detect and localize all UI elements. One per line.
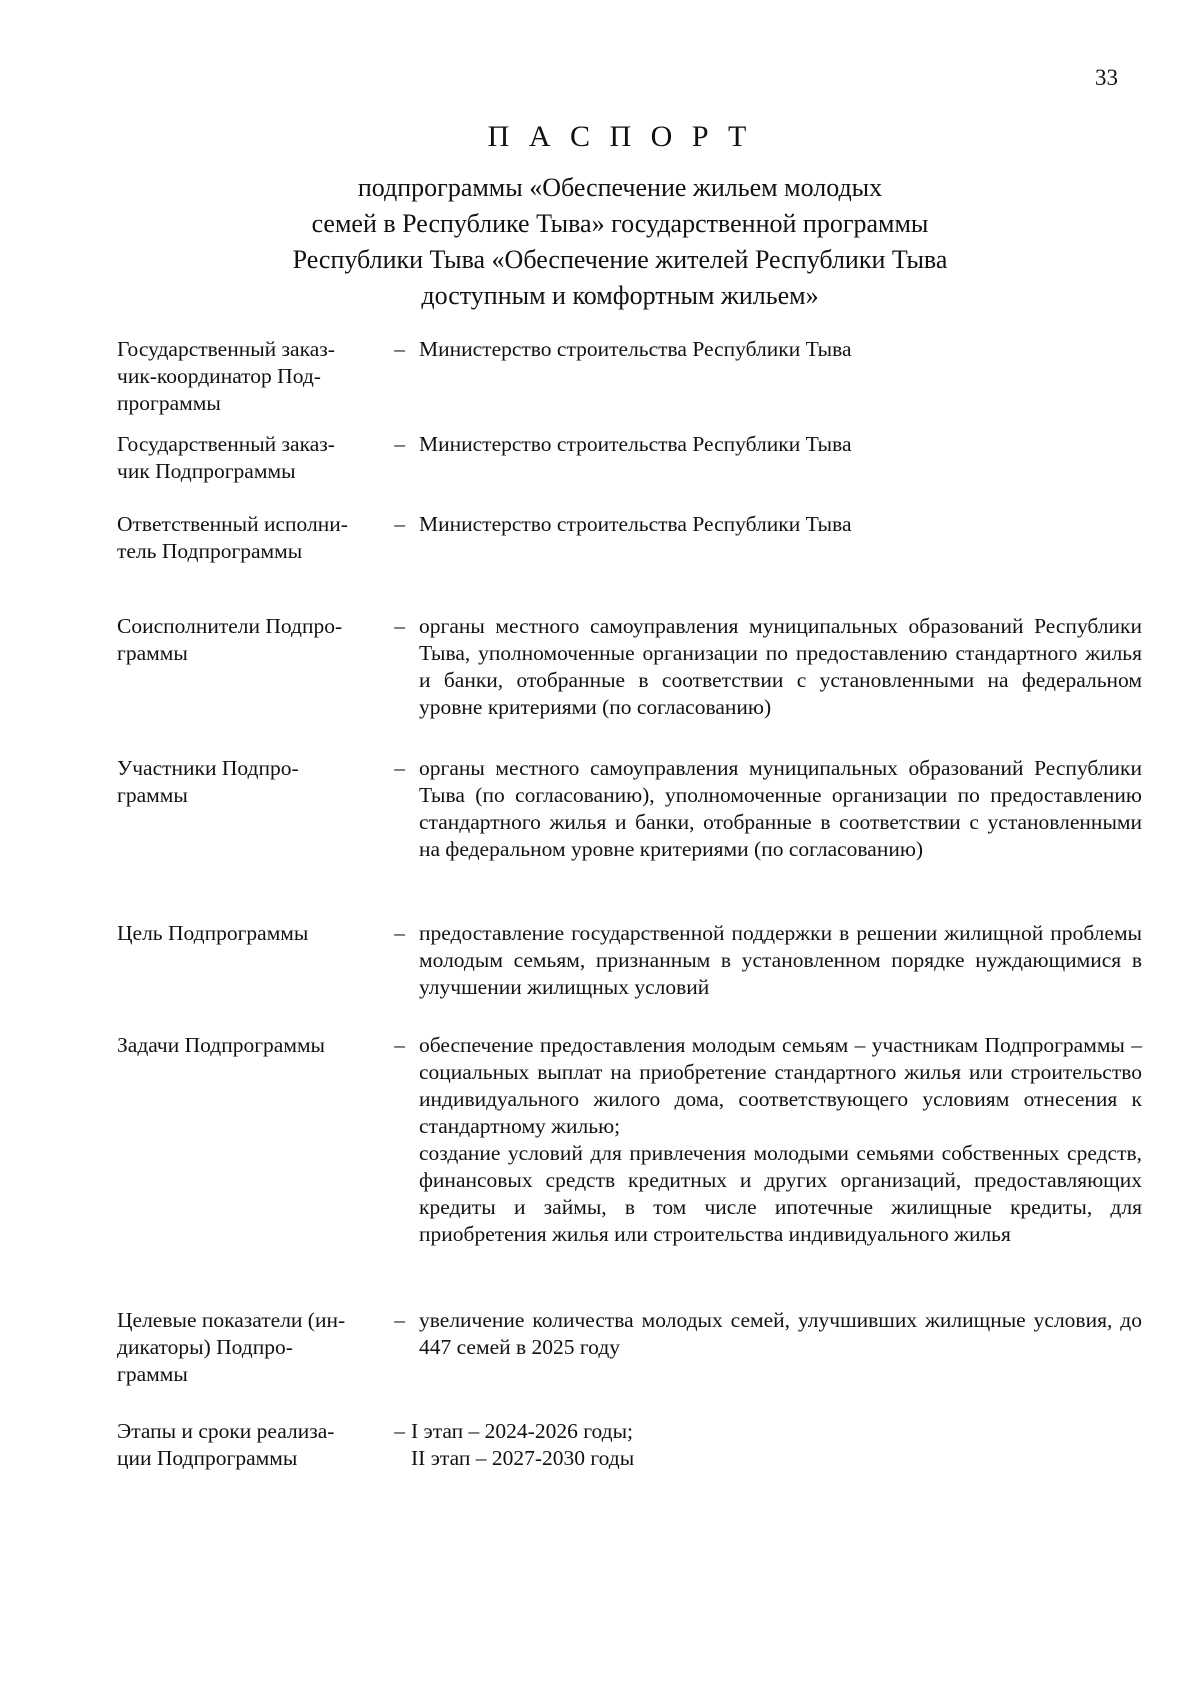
row-label: Этапы и сроки реализа- ции Подпрограммы <box>117 1419 335 1470</box>
passport-row-co-executors <box>117 613 1142 755</box>
row-value <box>419 1032 1142 1248</box>
passport-row-executor <box>117 511 1142 613</box>
passport-row-goal <box>117 920 1142 1032</box>
row-label: Цель Подпрограммы <box>117 921 309 945</box>
passport-table <box>117 336 1142 1498</box>
subtitle-line: подпрограммы «Обеспечение жильем молодых <box>357 173 883 202</box>
value-paragraph: предоставление государственной поддержки в решении жилищной проблемы молодым семьям, признанным в установленном порядке нуждающимися в улучшении жилищных условий <box>419 921 1142 999</box>
row-label: Государственный заказ- чик-координатор Под- программы <box>117 337 335 415</box>
page-number: 33 <box>1095 65 1118 90</box>
row-value <box>419 920 1142 1001</box>
row-dash: – <box>394 921 405 945</box>
row-value <box>419 511 1142 538</box>
passport-row-customer <box>117 431 1142 511</box>
passport-row-tasks <box>117 1032 1142 1307</box>
value-paragraph: создание условий для привлечения молодыми семьями собственных средств, финансовых средств кредитных и других организаций, предоставляющих кредиты и займы, в том числе ипотечные жилищные кредиты, для приобретения жилья или строительства индивидуального жилья <box>419 1141 1142 1246</box>
passport-row-stages <box>117 1418 1142 1498</box>
row-value <box>419 431 1142 458</box>
value-paragraph: увеличение количества молодых семей, улучшивших жилищные условия, до 447 семей в 2025 году <box>419 1308 1142 1359</box>
row-dash: – <box>394 1033 405 1057</box>
row-dash: – <box>394 614 405 638</box>
row-value <box>419 1307 1142 1361</box>
subtitle-line: доступным и комфортным жильем» <box>421 281 819 310</box>
row-value <box>419 755 1142 863</box>
value-paragraph: Министерство строительства Республики Тыва <box>419 512 852 536</box>
row-dash: – <box>394 1308 405 1332</box>
value-paragraph: обеспечение предоставления молодым семьям – участникам Подпрограммы – социальных выплат на приобретение стандартного жилья или строительство индивидуального жилого дома, соответствующего условиям отнесения к стандартному жилью; <box>419 1033 1142 1138</box>
value-paragraph: Министерство строительства Республики Тыва <box>419 432 852 456</box>
row-value <box>419 336 1142 363</box>
row-dash: – <box>394 512 405 536</box>
row-dash: – <box>394 756 405 780</box>
value-paragraph: I этап – 2024-2026 годы; <box>411 1419 633 1443</box>
row-value <box>419 613 1142 721</box>
passport-row-coordinator <box>117 336 1142 431</box>
subtitle-line: Республики Тыва «Обеспечение жителей Республики Тыва <box>292 245 948 274</box>
row-label: Целевые показатели (ин- дикаторы) Подпро- граммы <box>117 1308 346 1386</box>
row-value <box>411 1418 1142 1472</box>
passport-row-participants <box>117 755 1142 920</box>
row-label: Задачи Подпрограммы <box>117 1033 325 1057</box>
title-block <box>190 122 1050 314</box>
row-dash: – <box>394 432 405 456</box>
row-dash: – <box>394 1419 405 1443</box>
value-paragraph: II этап – 2027-2030 годы <box>411 1446 635 1470</box>
value-paragraph: Министерство строительства Республики Тыва <box>419 337 852 361</box>
row-label: Соисполнители Подпро- граммы <box>117 614 343 665</box>
value-paragraph: органы местного самоуправления муниципальных образований Республики Тыва (по согласованию), уполномоченные организации по предоставлению стандартного жилья и банки, отобранные в соответствии с установленными на федеральном уровне критериями (по согласованию) <box>419 756 1142 861</box>
row-dash: – <box>394 337 405 361</box>
subtitle-line: семей в Республике Тыва» государственной программы <box>311 209 929 238</box>
row-label: Государственный заказ- чик Подпрограммы <box>117 432 335 483</box>
document-title: П А С П О Р Т <box>487 120 753 153</box>
passport-row-indicators <box>117 1307 1142 1418</box>
row-label: Ответственный исполни- тель Подпрограммы <box>117 512 348 563</box>
value-paragraph: органы местного самоуправления муниципальных образований Республики Тыва, уполномоченные организации по предоставлению стандартного жилья и банки, отобранные в соответствии с установленными на федеральном уровне критериями (по согласованию) <box>419 614 1142 719</box>
row-label: Участники Подпро- граммы <box>117 756 299 807</box>
